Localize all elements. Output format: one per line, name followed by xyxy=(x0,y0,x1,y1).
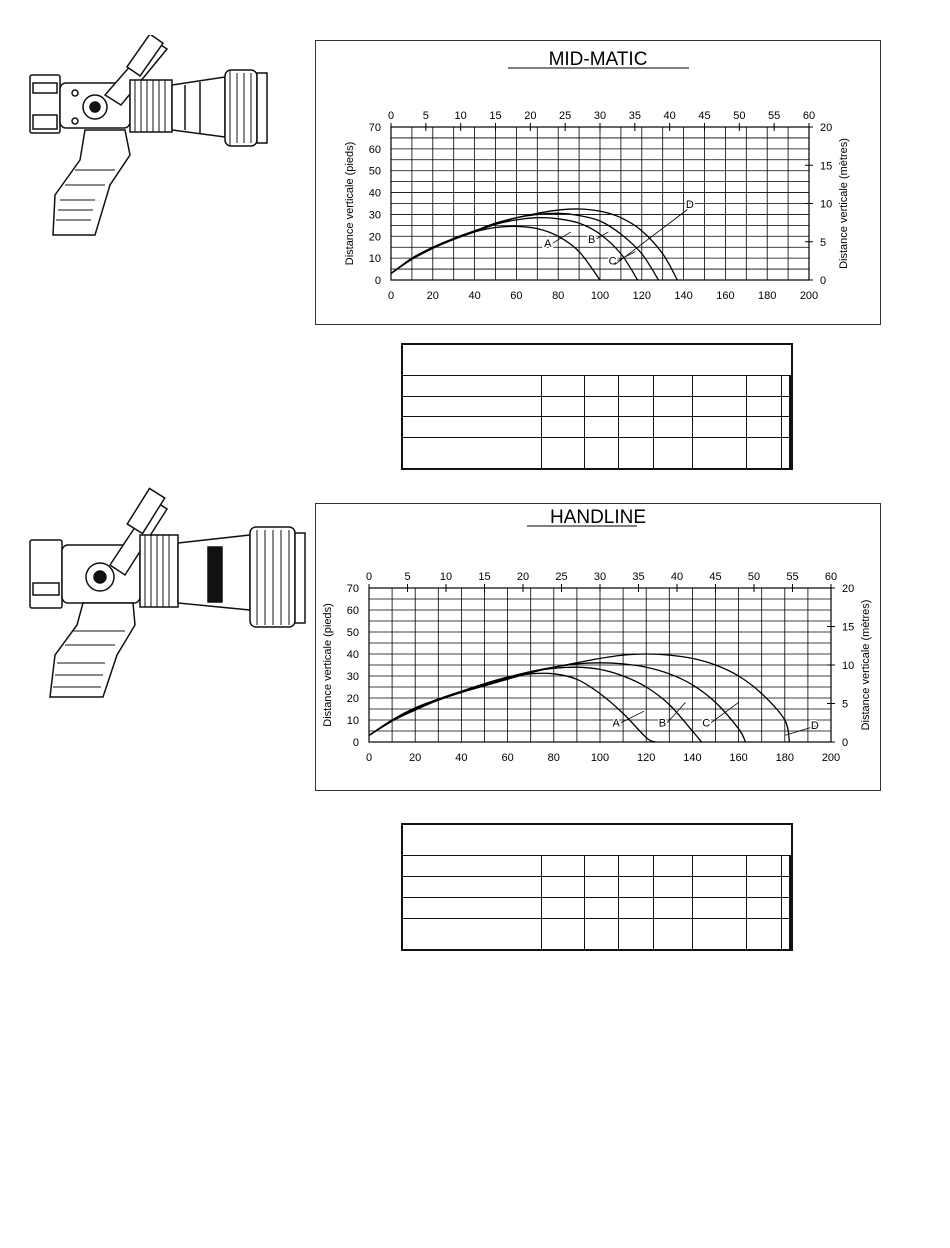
table-row xyxy=(402,877,792,898)
series-leader-d xyxy=(615,204,695,265)
series-label-b: B xyxy=(587,233,596,246)
x-tick-label-top: 50 xyxy=(733,110,746,122)
series-label-c: C xyxy=(608,255,617,268)
y-tick-label-left: 30 xyxy=(346,671,359,683)
table-cell xyxy=(654,856,693,877)
table-cell xyxy=(693,898,747,919)
handline-chart-panel xyxy=(315,503,881,791)
table-cell xyxy=(584,438,619,469)
series-label-c: C xyxy=(702,717,711,730)
x-tick-label-top: 15 xyxy=(478,571,491,583)
table-cell xyxy=(541,898,584,919)
chart-title: HANDLINE xyxy=(549,507,647,528)
x-tick-label-top: 45 xyxy=(698,110,711,122)
table-cell xyxy=(619,396,654,417)
y-axis-title-right: Distance verticale (mètres) xyxy=(860,599,872,731)
x-tick-label-bottom: 40 xyxy=(468,290,481,302)
table-row xyxy=(402,375,792,396)
table-cell xyxy=(541,417,584,438)
x-tick-label-top: 0 xyxy=(387,110,395,122)
table-cell xyxy=(790,856,792,877)
x-tick-label-top: 5 xyxy=(404,571,411,583)
y-tick-label-left: 40 xyxy=(368,187,381,200)
x-tick-label-top: 10 xyxy=(439,571,453,583)
y-tick-label-left: 20 xyxy=(368,231,381,244)
table-cell xyxy=(790,898,792,919)
x-tick-label-bottom: 20 xyxy=(426,290,439,302)
table-cell xyxy=(790,375,792,396)
x-tick-label-top: 25 xyxy=(559,110,572,122)
table-header-cell xyxy=(402,344,792,375)
y-tick-label-left: 70 xyxy=(368,122,381,134)
table-row xyxy=(402,417,792,438)
x-tick-label-bottom: 200 xyxy=(799,290,819,302)
table-header-row xyxy=(402,824,792,856)
table-cell xyxy=(747,417,782,438)
y-axis-title-right: Distance verticale (mètres) xyxy=(838,138,850,269)
y-tick-label-left: 0 xyxy=(374,275,381,287)
x-tick-label-bottom: 40 xyxy=(455,752,468,764)
x-tick-label-bottom: 140 xyxy=(674,290,693,302)
table-cell xyxy=(693,375,747,396)
x-tick-label-bottom: 60 xyxy=(501,752,514,764)
table-row xyxy=(402,396,792,417)
x-tick-label-bottom: 80 xyxy=(552,290,565,302)
x-tick-label-bottom: 20 xyxy=(409,752,422,764)
table-header-row xyxy=(402,344,792,375)
table-cell xyxy=(541,375,584,396)
x-tick-label-top: 25 xyxy=(555,571,568,583)
series-label-a: A xyxy=(544,238,552,251)
y-tick-label-right: 15 xyxy=(820,160,833,173)
table-cell xyxy=(693,919,747,951)
table-cell xyxy=(402,375,541,396)
table-cell xyxy=(790,396,792,417)
table-cell xyxy=(402,438,541,469)
x-tick-label-top: 20 xyxy=(524,110,537,122)
x-tick-label-bottom: 100 xyxy=(590,290,610,302)
table-cell xyxy=(782,396,790,417)
x-tick-label-bottom: 120 xyxy=(637,752,656,764)
y-tick-label-right: 10 xyxy=(842,660,855,672)
y-tick-label-right: 5 xyxy=(820,236,827,249)
table-cell xyxy=(693,417,747,438)
table-cell xyxy=(782,877,790,898)
midmatic-chart-panel xyxy=(315,40,881,325)
table-cell xyxy=(402,417,541,438)
y-tick-label-right: 0 xyxy=(820,275,827,287)
x-tick-label-top: 10 xyxy=(454,110,467,122)
y-tick-label-left: 10 xyxy=(368,253,381,266)
y-tick-label-left: 0 xyxy=(352,737,359,749)
table-cell xyxy=(693,438,747,469)
table-cell xyxy=(619,417,654,438)
table-cell xyxy=(619,919,654,951)
table-header-cell xyxy=(402,824,792,856)
x-tick-label-top: 35 xyxy=(632,571,645,583)
x-tick-label-top: 5 xyxy=(422,110,429,122)
x-tick-label-top: 60 xyxy=(802,110,816,122)
x-tick-label-top: 55 xyxy=(768,110,781,122)
table-cell xyxy=(584,417,619,438)
table-cell xyxy=(790,877,792,898)
table-cell xyxy=(790,438,792,469)
y-axis-title-left: Distance verticale (pieds) xyxy=(322,603,334,727)
x-tick-label-bottom: 160 xyxy=(729,752,748,764)
table-cell xyxy=(782,417,790,438)
table-cell xyxy=(402,856,541,877)
midmatic-chart xyxy=(316,41,880,324)
table-cell xyxy=(747,919,782,951)
table-cell xyxy=(619,438,654,469)
table-cell xyxy=(747,898,782,919)
table-cell xyxy=(790,417,792,438)
table-cell xyxy=(790,919,792,951)
table-cell xyxy=(541,919,584,951)
x-tick-label-top: 15 xyxy=(489,110,502,122)
series-leader-a xyxy=(553,232,571,243)
chart-title: MID-MATIC xyxy=(548,49,648,70)
handline-nozzle-illustration xyxy=(25,485,315,700)
y-tick-label-left: 60 xyxy=(346,605,359,617)
table-cell xyxy=(747,396,782,417)
y-tick-label-left: 20 xyxy=(346,693,359,705)
series-curve-c xyxy=(391,213,659,280)
x-tick-label-top: 30 xyxy=(593,110,607,122)
table-cell xyxy=(747,877,782,898)
table-cell xyxy=(619,856,654,877)
x-tick-label-bottom: 0 xyxy=(365,752,373,764)
table-cell xyxy=(654,919,693,951)
x-tick-label-top: 50 xyxy=(747,571,761,583)
table-cell xyxy=(782,919,790,951)
table-cell xyxy=(654,417,693,438)
table-cell xyxy=(654,375,693,396)
handline-chart xyxy=(316,504,880,790)
x-tick-label-top: 45 xyxy=(709,571,722,583)
y-tick-label-left: 50 xyxy=(368,165,381,178)
series-label-a: A xyxy=(612,717,620,730)
y-tick-label-left: 60 xyxy=(368,143,381,156)
table-cell xyxy=(584,856,619,877)
y-axis-title-left: Distance verticale (pieds) xyxy=(344,141,356,266)
y-tick-label-right: 10 xyxy=(820,198,833,211)
table-cell xyxy=(782,438,790,469)
y-tick-label-left: 30 xyxy=(368,209,381,222)
y-tick-label-left: 70 xyxy=(346,583,359,595)
x-tick-label-top: 60 xyxy=(824,571,838,583)
table-cell xyxy=(747,856,782,877)
table-row xyxy=(402,898,792,919)
y-tick-label-left: 50 xyxy=(346,627,359,639)
x-tick-label-top: 40 xyxy=(670,571,684,583)
table-cell xyxy=(619,898,654,919)
table-cell xyxy=(693,856,747,877)
x-tick-label-bottom: 140 xyxy=(683,752,702,764)
x-tick-label-top: 30 xyxy=(593,571,607,583)
midmatic-flow-table xyxy=(401,343,793,470)
table-cell xyxy=(747,375,782,396)
x-tick-label-bottom: 180 xyxy=(758,290,777,302)
table-cell xyxy=(782,856,790,877)
x-tick-label-bottom: 0 xyxy=(387,290,395,302)
x-tick-label-top: 55 xyxy=(786,571,799,583)
y-tick-label-left: 10 xyxy=(346,715,359,727)
x-tick-label-top: 40 xyxy=(663,110,676,122)
table-row xyxy=(402,919,792,951)
y-tick-label-right: 20 xyxy=(820,122,833,134)
y-tick-label-left: 40 xyxy=(346,649,359,661)
table-cell xyxy=(782,375,790,396)
y-tick-label-right: 5 xyxy=(842,698,849,711)
y-tick-label-right: 0 xyxy=(842,737,849,749)
table-cell xyxy=(402,396,541,417)
series-leader-a xyxy=(621,711,644,722)
table-cell xyxy=(654,396,693,417)
table-cell xyxy=(541,438,584,469)
table-cell xyxy=(541,396,584,417)
series-curve-a xyxy=(369,673,655,742)
midmatic-nozzle-illustration xyxy=(25,35,275,240)
x-tick-label-bottom: 80 xyxy=(547,752,560,764)
x-tick-label-bottom: 120 xyxy=(632,290,651,302)
x-tick-label-top: 20 xyxy=(516,571,530,583)
table-cell xyxy=(541,856,584,877)
table-cell xyxy=(402,877,541,898)
table-cell xyxy=(584,898,619,919)
x-tick-label-bottom: 180 xyxy=(775,752,794,764)
table-cell xyxy=(619,375,654,396)
x-tick-label-bottom: 160 xyxy=(716,290,735,302)
x-tick-label-bottom: 100 xyxy=(590,752,610,764)
table-cell xyxy=(693,877,747,898)
table-cell xyxy=(782,898,790,919)
x-tick-label-top: 35 xyxy=(628,110,641,122)
table-cell xyxy=(654,898,693,919)
handline-flow-table xyxy=(401,823,793,951)
series-label-b: B xyxy=(658,717,667,730)
table-cell xyxy=(584,919,619,951)
table-cell xyxy=(584,396,619,417)
x-tick-label-top: 0 xyxy=(365,571,373,583)
table-cell xyxy=(402,919,541,951)
table-cell xyxy=(619,877,654,898)
series-label-d: D xyxy=(685,198,694,211)
table-cell xyxy=(584,375,619,396)
table-cell xyxy=(402,898,541,919)
table-cell xyxy=(584,877,619,898)
x-tick-label-bottom: 60 xyxy=(510,290,523,302)
table-row xyxy=(402,856,792,877)
table-cell xyxy=(654,877,693,898)
x-tick-label-bottom: 200 xyxy=(821,752,841,764)
table-cell xyxy=(693,396,747,417)
table-row xyxy=(402,438,792,469)
series-label-d: D xyxy=(810,719,819,732)
table-cell xyxy=(747,438,782,469)
y-tick-label-right: 20 xyxy=(842,583,855,595)
table-cell xyxy=(654,438,693,469)
table-cell xyxy=(541,877,584,898)
y-tick-label-right: 15 xyxy=(842,621,855,634)
